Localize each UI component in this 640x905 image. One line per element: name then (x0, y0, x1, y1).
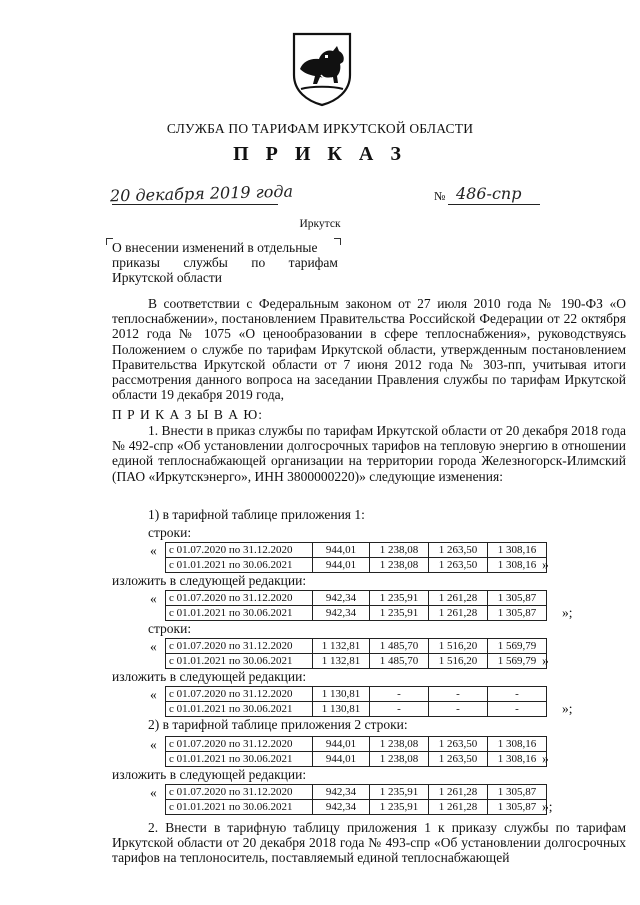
value-cell: 1 132,81 (313, 654, 370, 669)
close-quote-semicolon: »; (542, 799, 553, 814)
subject-line-1: О внесении изменений в отдельные (112, 240, 318, 255)
close-quote-semicolon: »; (562, 605, 573, 620)
organization-name: СЛУЖБА ПО ТАРИФАМ ИРКУТСКОЙ ОБЛАСТИ (166, 121, 474, 136)
period-cell: с 01.07.2020 по 31.12.2020 (166, 591, 313, 606)
value-cell: 1 130,81 (313, 687, 370, 702)
table-row (166, 558, 547, 573)
value-cell: 1 308,16 (488, 558, 547, 573)
value-cell: 1 305,87 (488, 606, 547, 621)
period-cell: с 01.07.2020 по 31.12.2020 (166, 543, 313, 558)
replace-label: изложить в следующей редакции: (112, 767, 307, 782)
handwritten-number: 486-спр (456, 184, 522, 203)
value-cell: 1 263,50 (429, 737, 488, 752)
value-cell: 1 569,79 (488, 639, 547, 654)
rows-label: строки: (148, 621, 192, 636)
period-cell: с 01.07.2020 по 31.12.2020 (166, 785, 313, 800)
value-cell: 942,34 (313, 800, 370, 815)
value-cell: 1 308,16 (488, 752, 547, 767)
period-cell: с 01.01.2021 по 30.06.2021 (166, 800, 313, 815)
subitem-2: 2) в тарифной таблице приложения 2 строки: (148, 717, 408, 732)
coat-of-arms-emblem (291, 31, 353, 107)
value-cell: 942,34 (313, 785, 370, 800)
value-cell: 942,34 (313, 591, 370, 606)
handwritten-date: 20 декабря 2019 года (109, 181, 294, 206)
rows-label: строки: (148, 525, 192, 540)
value-cell: 1 263,50 (429, 558, 488, 573)
value-cell: - (429, 702, 488, 717)
value-cell: 1 263,50 (429, 543, 488, 558)
value-cell: 1 485,70 (370, 639, 429, 654)
open-quote: « (150, 543, 157, 558)
value-cell: 1 238,08 (370, 558, 429, 573)
value-cell: 944,01 (313, 752, 370, 767)
subject-word: службы (183, 255, 228, 270)
open-quote: « (150, 639, 157, 654)
tariff-table-6 (165, 784, 547, 815)
value-cell: 1 516,20 (429, 654, 488, 669)
value-cell: 1 261,28 (429, 785, 488, 800)
period-cell: с 01.07.2020 по 31.12.2020 (166, 639, 313, 654)
period-cell: с 01.07.2020 по 31.12.2020 (166, 687, 313, 702)
replace-label: изложить в следующей редакции: (112, 573, 307, 588)
table-row (166, 752, 547, 767)
subject-word: приказы (112, 255, 160, 270)
value-cell: 1 238,08 (370, 737, 429, 752)
order-word: П Р И К А З Ы В А Ю: (112, 407, 264, 422)
subject-line-3: Иркутской области (112, 270, 223, 285)
tariff-table-5 (165, 736, 547, 767)
value-cell: 1 238,08 (370, 752, 429, 767)
open-quote: « (150, 785, 157, 800)
date-underline (112, 204, 278, 205)
value-cell: 1 132,81 (313, 639, 370, 654)
value-cell: 1 235,91 (370, 785, 429, 800)
open-quote: « (150, 737, 157, 752)
value-cell: 944,01 (313, 543, 370, 558)
tariff-table-2 (165, 590, 547, 621)
number-underline (448, 204, 540, 205)
close-quote-semicolon: »; (562, 701, 573, 716)
city-name: Иркутск (299, 218, 341, 230)
tariff-table-3 (165, 638, 547, 669)
table-row (166, 591, 547, 606)
value-cell: - (488, 687, 547, 702)
value-cell: 1 261,28 (429, 800, 488, 815)
value-cell: 1 305,87 (488, 591, 547, 606)
value-cell: - (370, 687, 429, 702)
table-row (166, 639, 547, 654)
period-cell: с 01.01.2021 по 30.06.2021 (166, 752, 313, 767)
value-cell: 1 516,20 (429, 639, 488, 654)
value-cell: 944,01 (313, 558, 370, 573)
table-row (166, 737, 547, 752)
value-cell: - (488, 702, 547, 717)
document-title: П Р И К А З (233, 143, 407, 165)
period-cell: с 01.07.2020 по 31.12.2020 (166, 737, 313, 752)
replace-label: изложить в следующей редакции: (112, 669, 307, 684)
value-cell: - (370, 702, 429, 717)
tariff-table-1 (165, 542, 547, 573)
period-cell: с 01.01.2021 по 30.06.2021 (166, 654, 313, 669)
value-cell: 942,34 (313, 606, 370, 621)
subject-word: по (251, 255, 266, 270)
order-subject (112, 240, 338, 285)
value-cell: 1 238,08 (370, 543, 429, 558)
open-quote: « (150, 591, 157, 606)
value-cell: 1 263,50 (429, 752, 488, 767)
open-quote: « (150, 687, 157, 702)
table-row (166, 702, 547, 717)
value-cell: 1 261,28 (429, 606, 488, 621)
close-quote: » (542, 557, 549, 572)
value-cell: 1 130,81 (313, 702, 370, 717)
value-cell: - (429, 687, 488, 702)
value-cell: 1 235,91 (370, 800, 429, 815)
table-row (166, 654, 547, 669)
table-row (166, 606, 547, 621)
value-cell: 1 305,87 (488, 785, 547, 800)
value-cell: 944,01 (313, 737, 370, 752)
table-row (166, 800, 547, 815)
table-row (166, 785, 547, 800)
value-cell: 1 261,28 (429, 591, 488, 606)
period-cell: с 01.01.2021 по 30.06.2021 (166, 702, 313, 717)
subitem-1: 1) в тарифной таблице приложения 1: (148, 507, 365, 522)
table-row (166, 543, 547, 558)
subject-word: тарифам (288, 255, 338, 270)
preamble-paragraph: В соответствии с Федеральным законом от 27 июля 2010 года № 190-ФЗ «О теплоснабжении», постановлением Правительства Российской Федерации от 22 октября 2012 года № 1075 «О ценообразовании в сфере теплоснабжения», руководствуясь Положением о службе по тарифам Иркутской области, утвержденным постановлением Правительства Иркутской области от 7 июня 2012 года № 303-пп, учитывая итоги рассмотрения данного вопроса на заседании Правления службы по тарифам Иркутской области 19 декабря 2019 года, (112, 296, 626, 403)
period-cell: с 01.01.2021 по 30.06.2021 (166, 606, 313, 621)
tariff-table-4 (165, 686, 547, 717)
item-2-paragraph: 2. Внести в тарифную таблицу приложения 1 к приказу службы по тарифам Иркутской области от 20 декабря 2018 года № 493-спр «Об установлении долгосрочных тарифов на теплоноситель, поставляемый единой теплоснабжающей (112, 820, 626, 866)
value-cell: 1 235,91 (370, 591, 429, 606)
value-cell: 1 235,91 (370, 606, 429, 621)
value-cell: 1 305,87 (488, 800, 547, 815)
value-cell: 1 308,16 (488, 737, 547, 752)
subject-line-2 (112, 255, 338, 270)
table-row (166, 687, 547, 702)
number-sign: № (434, 189, 446, 203)
value-cell: 1 308,16 (488, 543, 547, 558)
period-cell: с 01.01.2021 по 30.06.2021 (166, 558, 313, 573)
value-cell: 1 485,70 (370, 654, 429, 669)
item-1-paragraph: 1. Внести в приказ службы по тарифам Иркутской области от 20 декабря 2018 года № 492-спр «Об установлении долгосрочных тарифов на тепловую энергию в отношении единой теплоснабжающей организации на территории города Железногорск-Илимский (ПАО «Иркутскэнерго», ИНН 3800000220)» следующие изменения: (112, 423, 626, 484)
close-quote: » (542, 653, 549, 668)
value-cell: 1 569,79 (488, 654, 547, 669)
close-quote: » (542, 751, 549, 766)
